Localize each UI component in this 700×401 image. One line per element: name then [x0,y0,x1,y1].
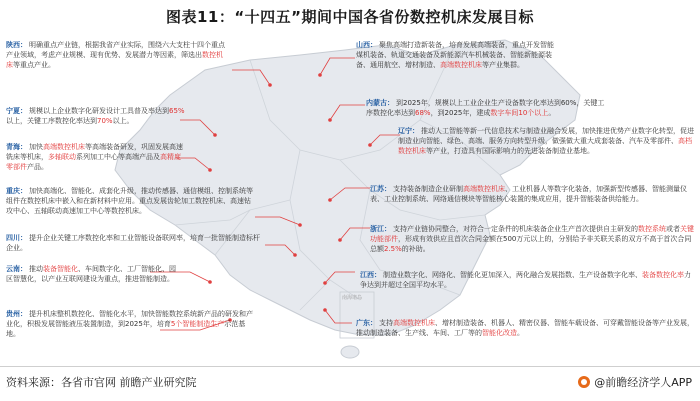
region-yunnan [6,264,178,284]
region-text: 的补助。 [401,245,430,253]
region-text: 等产业集群。 [482,61,524,69]
brand-mark[interactable] [578,374,692,390]
region-name: 浙江： [370,225,391,233]
region-neimenggu [366,98,606,118]
region-ningxia [6,106,186,126]
region-jiangxi [360,270,694,290]
region-liaoning [398,126,694,156]
region-highlight: 高端数控机床 [440,61,482,69]
region-guizhou [6,309,256,339]
region-text: 、增材制造装备、机器人、精密仪器、智能车载设备、可穿戴智能设备等产业发展，推动制造装备、生产线、车间、工厂等的 [356,319,694,337]
region-highlight: 高端数控机床 [393,319,435,327]
region-highlight: 68% [415,109,431,117]
brand-label: @前瞻经济学人APP [594,376,692,389]
region-guangdong [356,318,694,338]
region-text: 规模以上企业数字化研发设计工具普及率达到 [29,107,169,115]
footer-divider [0,366,700,367]
region-name: 辽宁： [398,127,419,135]
region-text: 以上，关键工序数控化率达到 [6,117,97,125]
region-qinghai [6,142,186,172]
region-highlight: 数控系统 [638,225,666,233]
source-note: 资料来源：各省市官网 前瞻产业研究院 [6,376,197,389]
region-name: 陕西： [6,41,27,49]
region-text: 到2025年，规模以上工业企业生产设备数字化率达到60%，关键工序数控化率达到 [366,99,605,117]
region-shanxi [356,40,556,70]
region-text: 。 [517,329,524,337]
south-sea-label: 南海诸岛 [342,295,363,301]
region-text: 推动人工智能等新一代信息技术与制造业融合发展，加快推进优势产业数字化转型，促进制造业向智能、绿色、高端、服务方向转型升级，做强做大重大成套装备、汽车及零部件、 [398,127,694,145]
region-highlight: 高档数控机床 [398,137,692,155]
region-highlight: 2.5% [384,245,402,253]
brand-logo-icon [578,376,590,388]
region-highlight: 装备智能化 [43,265,78,273]
region-text: 。 [548,109,556,117]
region-name: 内蒙古： [366,99,394,107]
region-text: 等产业，打造具有国际影响力的先进装备制造业基地。 [426,147,594,155]
region-highlight: 高端数控机床 [43,143,85,151]
region-name: 青海： [6,143,27,151]
region-text: 加快 [29,143,43,151]
region-text: ，到2025年，建成 [430,109,491,117]
region-text: 推动 [29,265,43,273]
region-text: 、工业机器人等数字化装备，加强新型传感器、智能测量仪表、工业控制系统、网络通信模块等智能核心装置的集成应用，提升智能装备供给能力。 [370,185,687,203]
region-zhejiang [370,224,694,254]
region-text: 示范基地。 [6,320,246,338]
region-name: 广东： [356,319,377,327]
region-jiangsu [370,184,694,204]
region-shaanxi [6,40,228,70]
region-highlight: 65% [169,107,185,115]
region-text: ，形成有效供应且首次合同金额在500万元以上的，分别给予非关联关系的双方不高于首次合同总额 [370,235,692,253]
region-name: 江西： [360,271,381,279]
region-text: 系列加工中心等高端产品及 [76,153,160,161]
region-highlight: 装备数控化率 [642,271,684,279]
region-sichuan [6,233,266,253]
region-text: 力争达到并超过全国平均水平。 [360,271,691,289]
region-name: 重庆： [6,187,27,195]
region-text: 提升企业关键工序数控化率和工业智能设备联网率，培育一批智能制造标杆企业。 [6,234,260,252]
region-name: 江苏： [370,185,391,193]
region-highlight: 70% [97,117,113,125]
region-highlight: 多轴联动 [48,153,76,161]
region-highlight: 数字车间10个以上 [490,109,549,117]
region-text: 等重点产业。 [13,61,55,69]
region-text: 支持 [379,319,393,327]
region-text: 以上。 [112,117,134,125]
region-text: 、车间数字化、工厂智能化、园区智慧化，以产业互联网建设为重点，推进智能制造。 [6,265,176,283]
region-chongqing [6,186,256,216]
region-text: 等高端装备研发，巩固发展高速铣床等机床， [6,143,183,161]
region-highlight: 智能化改造 [482,329,517,337]
region-text: 产品。 [27,163,48,171]
region-text: 提升机床整机数控化、智能化水平，加快智能数控系统新产品的研发和产业化，积极发展智能液压装置制造，到2025年，培育 [6,310,253,328]
page-title: 图表11：“十四五”期间中国各省份数控机床发展目标 [165,8,535,26]
region-highlight: 数控机床 [6,51,223,69]
region-name: 山西： [356,41,377,49]
region-highlight: 5个智能制造生产 [170,320,225,328]
region-name: 宁夏： [6,107,27,115]
region-text: 加快高端化、智能化、成套化升级，推动传感器、通信模组、控制系统等组件在数控机床中嵌入和在新材料中应用。重点发展齿轮加工数控机床、高速钻攻中心、五轴联动高速加工中心等数控机床。 [6,187,253,215]
region-text: 明确重点产业链，根据我省产业实际，围绕六大支柱十四个重点产业领域，考虑产业规模、现有优势、发展潜力等因素，筛选出 [6,41,225,59]
hainan-island [341,346,359,358]
region-text: 制造业数字化、网络化、智能化更加深入，两化融合发展指数、生产设备数字化率、 [383,271,642,279]
region-name: 四川： [6,234,27,242]
region-highlight: 高精度零部件 [6,153,181,171]
region-highlight: 高端数控机床 [463,185,505,193]
region-name: 云南： [6,265,27,273]
region-text: 或者 [666,225,680,233]
region-text: 支持装备制造企业研制 [393,185,463,193]
region-text: 支持产业链协同整合，对符合一定条件的机床装备企业生产首次提供自主研发的 [393,225,638,233]
region-name: 贵州： [6,310,27,318]
region-highlight: 关键功能部件 [370,225,694,243]
region-text: 聚焦高端打造新装备，培育发展高端装备，重点开发智能煤机装备、轨道交通装备及新能源汽车机械装备、智能新能源装备、通用航空、增材制造、 [356,41,554,69]
